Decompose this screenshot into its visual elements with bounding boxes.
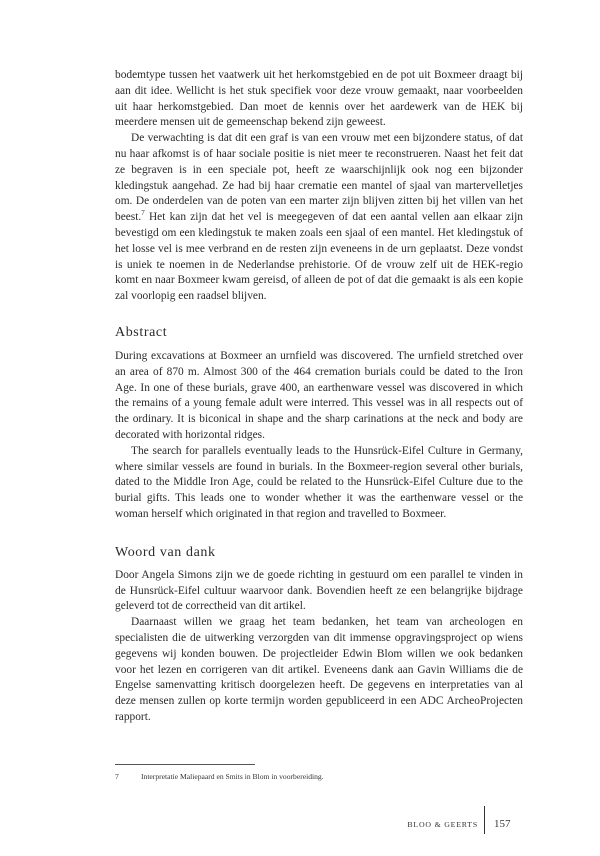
footnote-number: 7 [115, 772, 119, 781]
footnote [115, 771, 525, 782]
body-paragraph-2 [115, 131, 523, 305]
abstract-paragraph-1: During excavations at Boxmeer an urnfield was discovered. The urnfield stretched over an area of 870 m. Almost 300 of the 464 cremation burials could be dated to the Iron Age. In one of these burials, grave 400, an earthenware vessel was discovered in which the remains of a young female adult were interred. This vessel was in all respects out of the ordinary. It is biconical in shape and the sharp carinations at the neck and body are decorated with horizontal ridges. [115, 349, 523, 441]
footnote-reference[interactable]: 7 [141, 209, 145, 218]
body-paragraph-1: bodemtype tussen het vaatwerk uit het herkomstgebied en de pot uit Boxmeer draagt bij aan dit idee. Wellicht is het stuk specifiek voor deze vrouw gemaakt, naar voorbeelden uit haar herkomstgebied. Dan moet de kennis over het aardewerk van de HEK bij meerdere mensen uit de gemeenschap bekend zijn geweest. [115, 69, 523, 129]
page-number: 157 [494, 818, 511, 830]
body-paragraph-2-text-b: Het kan zijn dat het vel is meegegeven of dat een aantal vellen aan elkaar zijn bevestigd om een kledingstuk te maken zoals een sjaal of een mantel. Het kledingstuk of het losse vel is mee verbrand en de resten zijn eveneens in de urn geplaatst. Deze vondst is uniek te noemen in de Nederlandse prehistorie. Of de vrouw zelf uit de HEK-regio komt en naar Boxmeer kwam gereisd, of alleen de pot of dat die gemaakt is als een kopie zal voorlopig een raadsel blijven. [115, 211, 523, 303]
footnote-text: Interpretatie Maliepaard en Smits in Blom in voorbereiding. [141, 772, 324, 781]
body-paragraph-2-text-a: De verwachting is dat dit een graf is van een vrouw met een bijzondere status, of dat nu haar afkomst is of haar sociale positie is niet meer te reconstrueren. Naast het feit dat ze begraven is in een speciale pot, heeft ze waarschijnlijk ook nog een bijzonder kledingstuk aangehad. Ze had bij haar crematie een mantel of sjaal van martervelletjes om. De onderdelen van de poten van een marter zijn blijven zitten bij het villen van het beest. [115, 132, 523, 224]
acknowledgements-heading: Woord van dank [115, 544, 216, 560]
footnote-divider [115, 764, 255, 765]
acknowledgements-paragraph-1: Door Angela Simons zijn we de goede richting in gestuurd om een parallel te vinden in de Hunsrück-Eifel cultuur waarvoor dank. Bovendien heeft ze een belangrijke bijdrage geleverd tot de correctheid van dit artikel. [115, 568, 523, 613]
article-body [115, 68, 523, 726]
acknowledgements-paragraph-2: Daarnaast willen we graag het team bedanken, het team van archeologen en specialisten die de uitwerking verzorgden van dit immense opgravingsproject op wiens gegevens wij konden bouwen. De projectleider Edwin Blom willen we ook bedanken voor het lezen en corrigeren van dit artikel. Eveneens dank aan Gavin Williams die de Engelse samenvatting kritisch doorgelezen heeft. De gegevens en interpretaties van al deze mensen zullen op korte termijn worden gepubliceerd in een ADC ArcheoProjecten rapport. [115, 616, 523, 723]
abstract-paragraph-2: The search for parallels eventually leads to the Hunsrück-Eifel Culture in Germany, where similar vessels are found in burials. In the Boxmeer-region several other burials, dated to the Middle Iron Age, could be related to the Hunsrück-Eifel Culture due to the burial gifts. This leads one to wonder whether it was the earthenware vessel or the woman herself which originated in that region and travelled to Boxmeer. [115, 444, 523, 520]
abstract-heading: Abstract [115, 324, 168, 340]
footer-divider [484, 806, 485, 834]
running-footer-authors: BLOO & GEERTS [407, 820, 478, 829]
